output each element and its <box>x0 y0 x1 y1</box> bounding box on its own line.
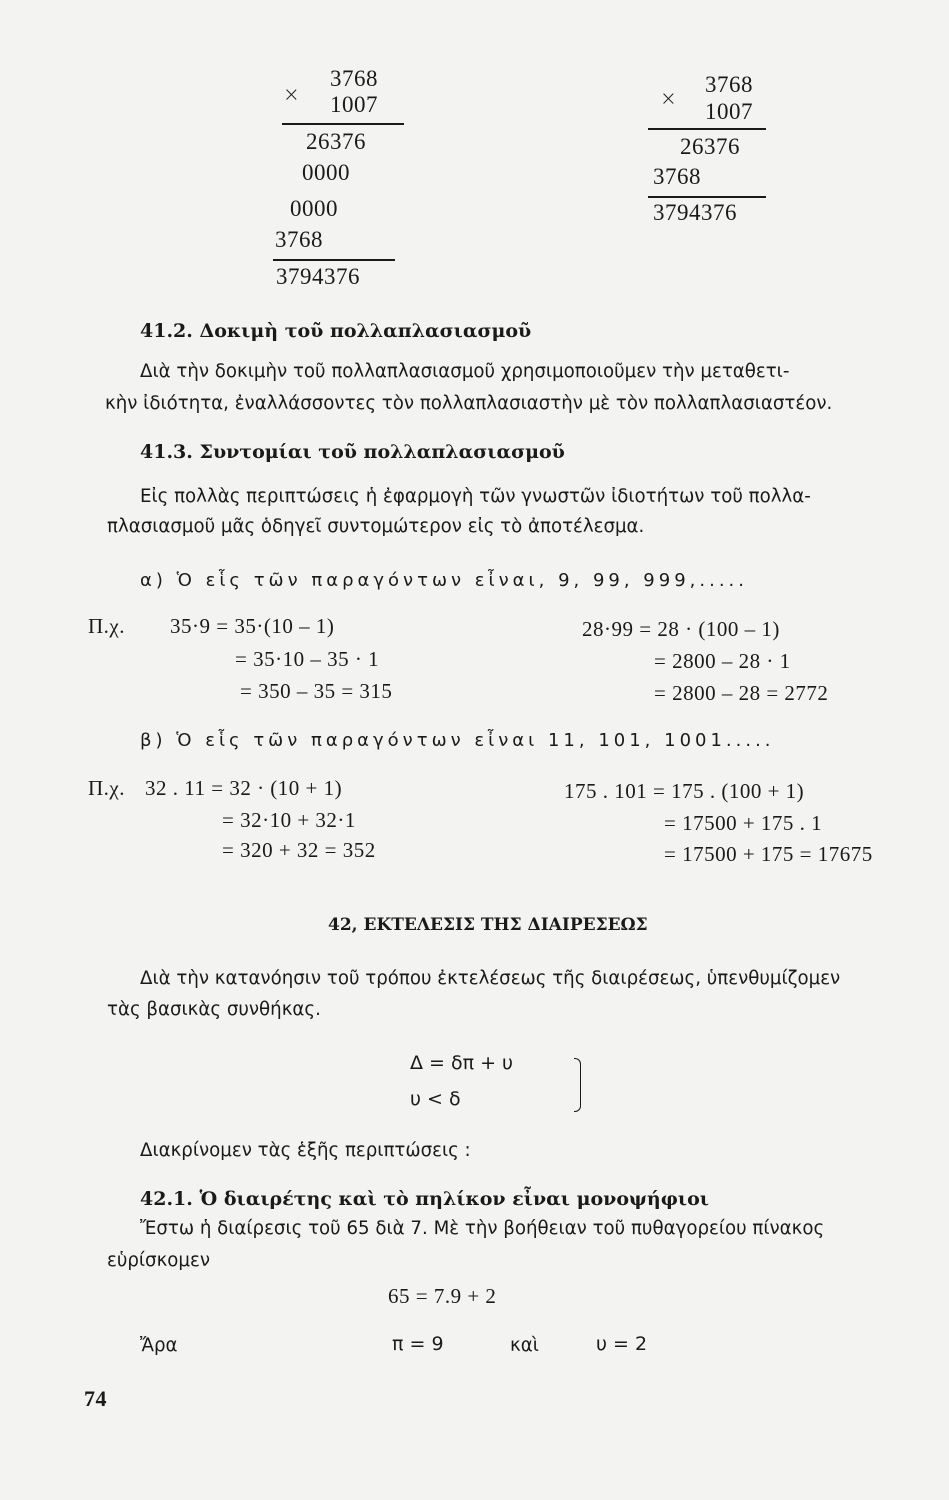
example-a-right: = 2800 – 28 = 2772 <box>654 681 829 705</box>
example-b-left: 32 . 11 = 32 · (10 + 1) <box>145 776 343 800</box>
paragraph-42-1-line1: Ἔστω ἡ διαίρεσις τοῦ 65 διὰ 7. Μὲ τὴν βοήθειαν τοῦ πυθαγορείου πίνακος <box>140 1218 825 1239</box>
mult-left-row: 1007 <box>330 92 378 117</box>
page-number: 74 <box>84 1386 107 1411</box>
formula-brace <box>574 1058 581 1112</box>
mult-right-row: 3768 <box>705 72 753 97</box>
heading-41-3: 41.3. Συντομίαι τοῦ πολλαπλασιασμοῦ <box>140 441 565 463</box>
paragraph-42-1-line2: εὑρίσκομεν <box>107 1250 210 1271</box>
mult-left-row: 3768 <box>275 227 323 252</box>
example-a-left: 35·9 = 35·(10 – 1) <box>170 614 335 638</box>
cases-intro: Διακρίνομεν τὰς ἑξῆς περιπτώσεις : <box>140 1140 471 1161</box>
mult-right-row: 3794376 <box>653 200 737 225</box>
example-a-right: 28·99 = 28 · (100 – 1) <box>582 617 780 641</box>
quotient-eq: π = 9 <box>392 1333 444 1355</box>
mult-right-rule <box>648 128 766 130</box>
paragraph-41-3-line1: Εἰς πολλὰς περιπτώσεις ἡ ἐφαρμογὴ τῶν γνωστῶν ἰδιοτήτων τοῦ πολλα- <box>140 486 811 507</box>
mult-right-row: 1007 <box>705 99 753 124</box>
example-label: Π.χ. <box>88 614 125 638</box>
paragraph-42-line2: τὰς βασικὰς συνθήκας. <box>107 999 321 1020</box>
formula-1: Δ = δπ + υ <box>410 1052 514 1074</box>
mult-left-row: 0000 <box>290 196 338 221</box>
example-b-right: 175 . 101 = 175 . (100 + 1) <box>564 779 805 803</box>
example-b-right: = 17500 + 175 = 17675 <box>664 842 873 866</box>
example-label: Π.χ. <box>88 776 125 800</box>
paragraph-41-2-line2: κὴν ἰδιότητα, ἐναλλάσσοντες τὸν πολλαπλασιαστὴν μὲ τὸν πολλαπλασιαστέον. <box>105 393 833 414</box>
mult-left-row: 0000 <box>302 160 350 185</box>
case-a: α) Ὁ εἷς τῶν παραγόντων εἶναι, 9, 99, 999,..... <box>140 570 748 591</box>
paragraph-41-3-line2: πλασιασμοῦ μᾶς ὁδηγεῖ συντομώτερον εἰς τὸ ἀποτέλεσμα. <box>107 516 645 537</box>
equation-65: 65 = 7.9 + 2 <box>388 1284 497 1308</box>
heading-42-1: 42.1. Ὁ διαιρέτης καὶ τὸ πηλίκον εἶναι μονοψήφιοι <box>140 1188 709 1210</box>
mult-left-row: 3794376 <box>276 264 360 289</box>
example-a-left: = 35·10 – 35 · 1 <box>235 647 380 671</box>
mult-right-rule <box>648 196 766 198</box>
mult-right-row: 26376 <box>680 134 740 159</box>
heading-41-2: 41.2. Δοκιμὴ τοῦ πολλαπλασιασμοῦ <box>140 320 532 342</box>
paragraph-42-line1: Διὰ τὴν κατανόησιν τοῦ τρόπου ἐκτελέσεως τῆς διαιρέσεως, ὑπενθυμίζομεν <box>140 968 841 989</box>
paragraph-41-2-line1: Διὰ τὴν δοκιμὴν τοῦ πολλαπλασιασμοῦ χρησιμοποιοῦμεν τὴν μεταθετι- <box>140 361 790 382</box>
mult-right-row: 3768 <box>653 164 701 189</box>
remainder-eq: υ = 2 <box>596 1333 648 1355</box>
example-a-left: = 350 – 35 = 315 <box>240 679 393 703</box>
kai-label: καὶ <box>510 1335 539 1356</box>
example-b-right: = 17500 + 175 . 1 <box>664 811 823 835</box>
mult-left-row: 26376 <box>306 129 366 154</box>
case-b: β) Ὁ εἷς τῶν παραγόντων εἶναι 11, 101, 1001..... <box>140 730 775 751</box>
times-sign-left: × <box>283 82 300 106</box>
times-sign-right: × <box>660 86 677 110</box>
formula-2: υ < δ <box>410 1088 461 1110</box>
example-a-right: = 2800 – 28 · 1 <box>654 649 791 673</box>
example-b-left: = 32·10 + 32·1 <box>222 808 356 832</box>
heading-42: 42, ΕΚΤΕΛΕΣΙΣ ΤΗΣ ΔΙΑΙΡΕΣΕΩΣ <box>328 915 648 935</box>
mult-left-rule <box>282 123 404 125</box>
mult-left-row: 3768 <box>330 66 378 91</box>
example-b-left: = 320 + 32 = 352 <box>222 838 376 862</box>
mult-left-rule <box>273 259 395 261</box>
ara-label: Ἄρα <box>140 1335 178 1356</box>
